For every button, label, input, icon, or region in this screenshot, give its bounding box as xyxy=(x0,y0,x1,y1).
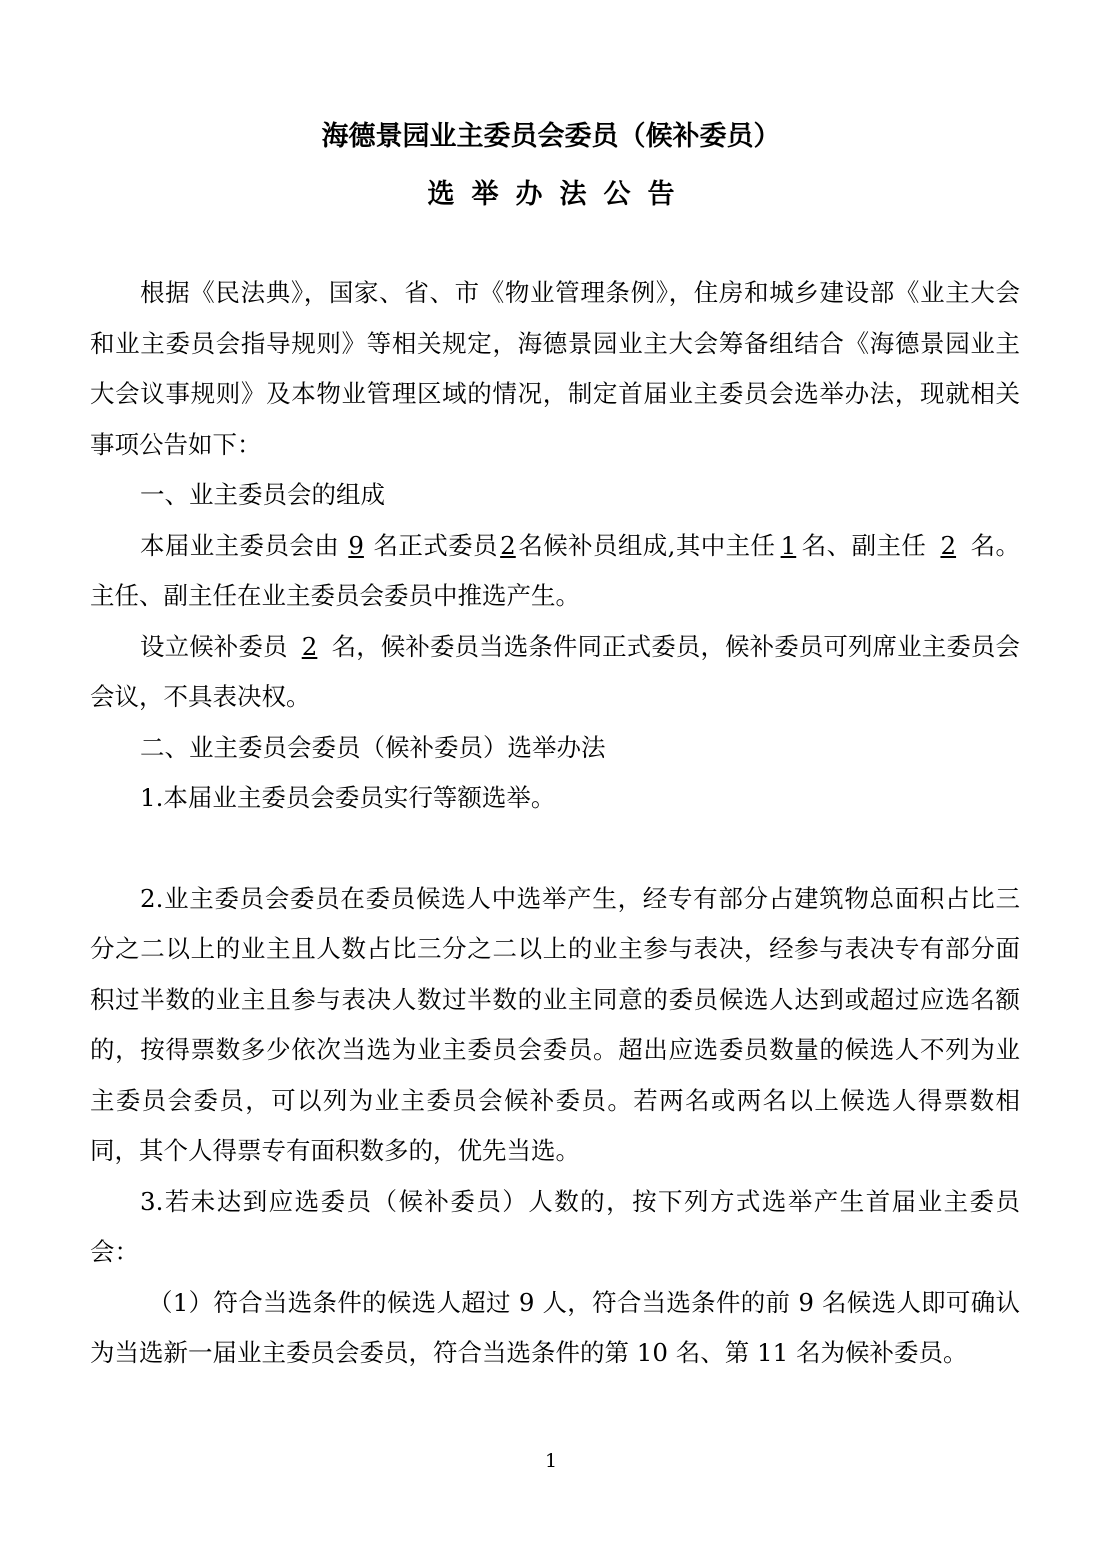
election-item-3-1: （1）符合当选条件的候选人超过 9 人，符合当选条件的前 9 名候选人即可确认为当选新一届业主委员会委员，符合当选条件的第 10 名、第 11 名为候补委员。 xyxy=(90,1287,1020,1367)
director-count: 1 xyxy=(780,530,797,560)
deputy-count: 2 xyxy=(940,530,957,560)
composition-paragraph: 本届业主委员会由 9 名正式委员2名候补员组成,其中主任 1 名、副主任 2 名。主任、副主任在业主委员会委员中推选产生。 xyxy=(90,521,1020,622)
document-title: 海德景园业主委员会委员（候补委员） xyxy=(321,121,781,152)
document-body xyxy=(90,268,1020,1379)
alternate-count: 2 xyxy=(500,530,516,560)
election-item-3: 3.若未达到应选委员（候补委员）人数的，按下列方式选举产生首届业主委员会： xyxy=(90,1186,1020,1266)
section-heading-election: 二、业主委员会委员（候补委员）选举办法 xyxy=(140,732,606,762)
alternate-paragraph: 设立候补委员 2 名，候补委员当选条件同正式委员，候补委员可列席业主委员会会议，不具表决权。 xyxy=(90,622,1020,723)
page-number: 1 xyxy=(544,1450,558,1472)
alternate-member-count: 2 xyxy=(301,631,318,661)
election-item-1: 1.本届业主委员会委员实行等额选举。 xyxy=(140,783,556,812)
election-item-2: 2.业主委员会委员在委员候选人中选举产生，经专有部分占建筑物总面积占比三分之二以上的业主且人数占比三分之二以上的业主参与表决，经参与表决专有部分面积过半数的业主且参与表决人数过半数的业主同意的委员候选人达到或超过应选名额的，按得票数多少依次当选为业主委员会委员。超出应选委员数量的候选人不列为业主委员会委员，可以列为业主委员会候补委员。若两名或两名以上候选人得票数相同，其个人得票专有面积数多的，优先当选。 xyxy=(90,883,1020,1165)
blank-line xyxy=(90,824,1020,874)
intro-paragraph: 根据《民法典》，国家、省、市《物业管理条例》，住房和城乡建设部《业主大会和业主委员会指导规则》等相关规定，海德景园业主大会筹备组结合《海德景园业主大会议事规则》及本物业管理区域的情况，制定首届业主委员会选举办法，现就相关事项公告如下： xyxy=(90,278,1020,459)
document-subtitle: 选举办法公告 xyxy=(427,179,692,210)
member-count: 9 xyxy=(348,530,364,560)
section-heading-composition: 一、业主委员会的组成 xyxy=(140,480,385,509)
